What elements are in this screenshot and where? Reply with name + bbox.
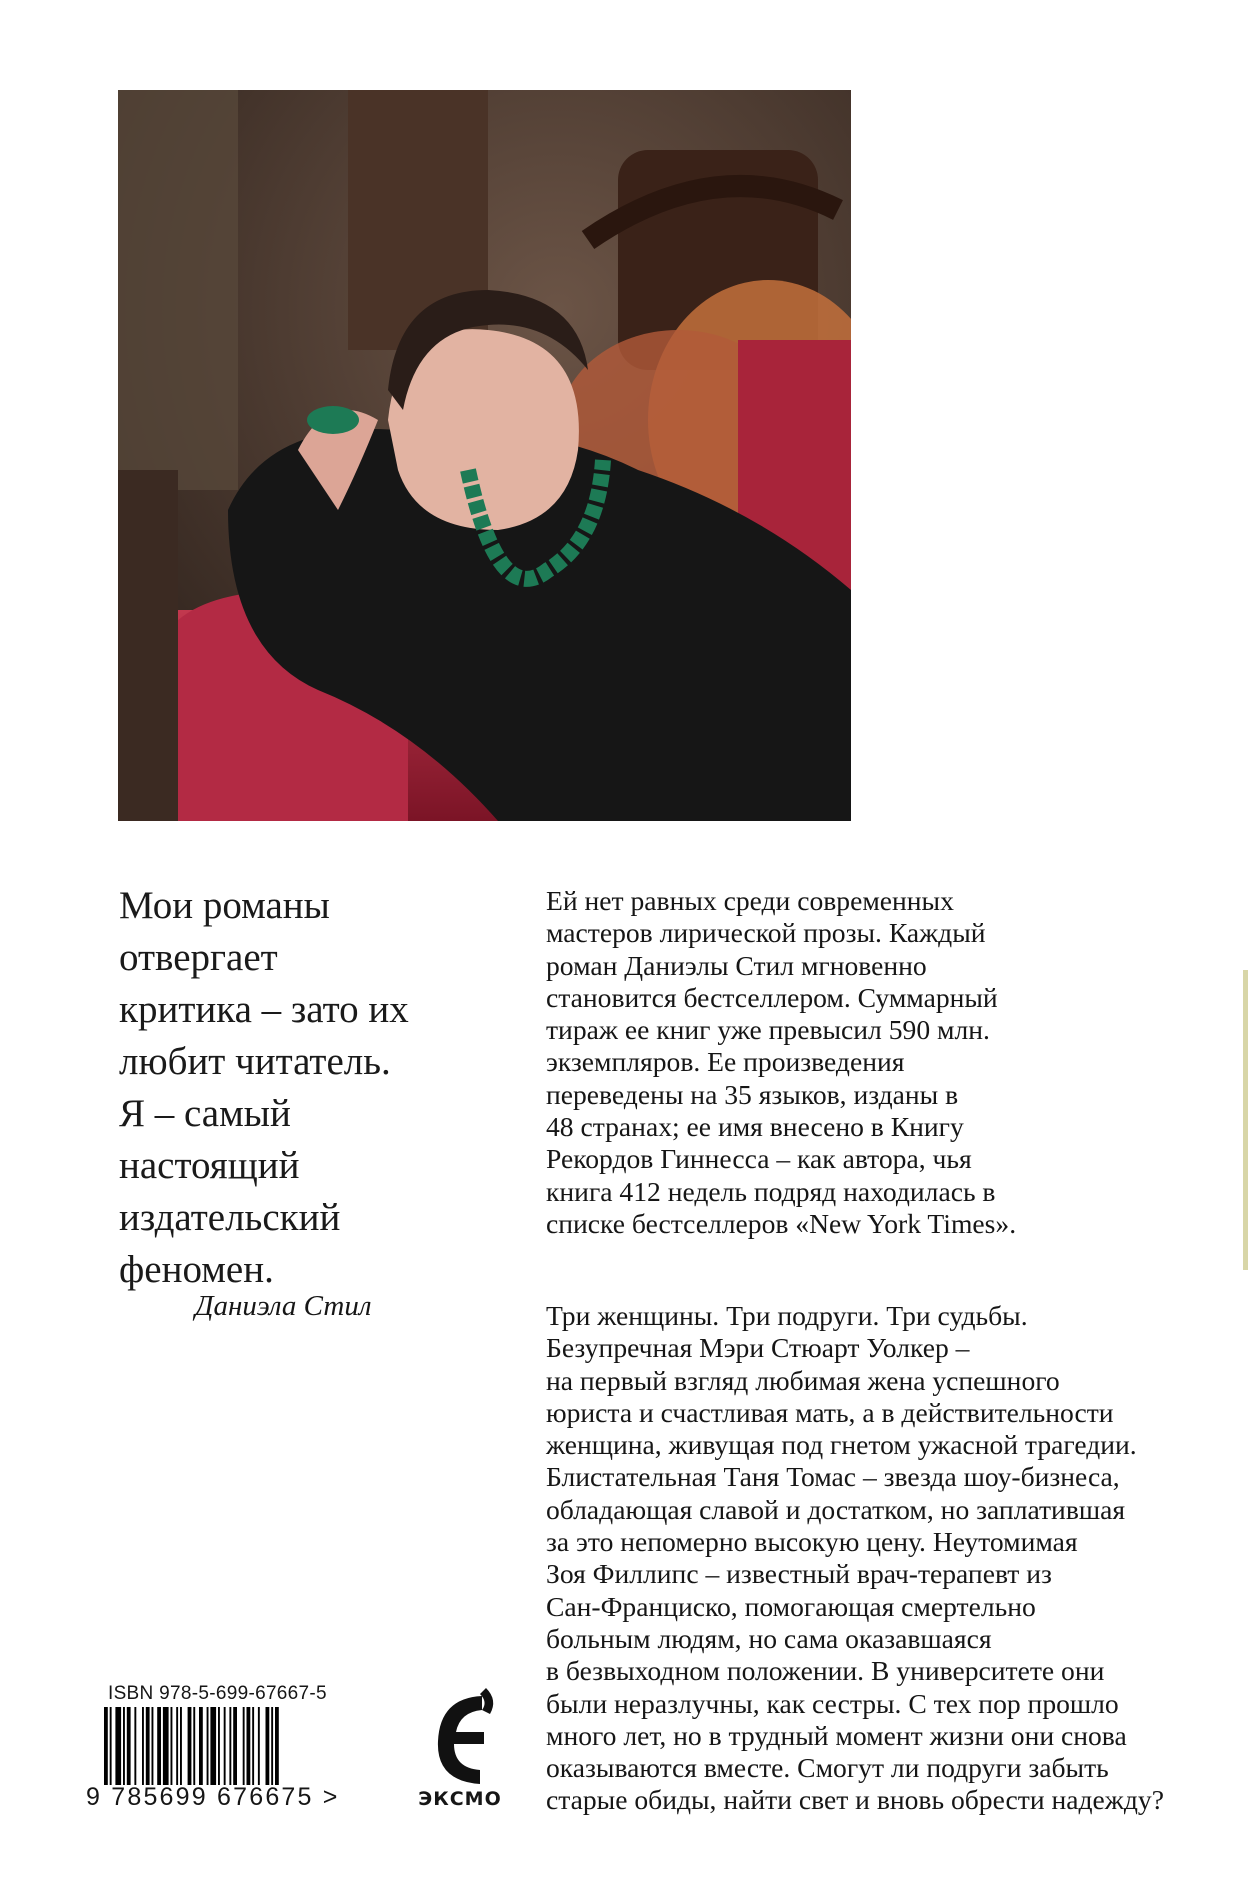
quote-text: Мои романы отвергает критика – зато их любит читатель. Я – самый настоящий издательский феномен. — [119, 884, 409, 1291]
cover-edge-strip — [1243, 970, 1248, 1270]
author-portrait-image — [118, 90, 851, 821]
isbn-label: ISBN 978-5-699-67667-5 — [108, 1683, 327, 1704]
isbn-barcode — [104, 1707, 336, 1785]
publisher-name: ЭКСМО — [418, 1788, 502, 1810]
barcode-digits: 9 785699 676675 > — [86, 1783, 340, 1811]
author-blurb: Ей нет равных среди современных мастеров лирической прозы. Каждый роман Даниэлы Стил мгновенно становится бестселлером. Суммарный тираж ее книг уже превысил 590 млн. экземпляров. Ее произведения переведены на 35 языков, изданы в 48 странах; ее имя внесено в Книгу Рекордов Гиннесса – как автора, чья книга 412 недель подряд находилась в списке бестселлеров «New York Times». — [546, 885, 1017, 1239]
book-synopsis: Три женщины. Три подруги. Три судьбы. Безупречная Мэри Стюарт Уолкер – на первый взгляд любимая жена успешного юриста и счастливая мать, а в действительности женщина, живущая под гнетом ужасной трагедии. Блистательная Таня Томас – звезда шоу-бизнеса, обладающая славой и достатком, но заплатившая за это непомерно высокую цену. Неутомимая Зоя Филлипс – известный врач-терапевт из Сан-Франциско, помогающая смертельно больным людям, но сама оказавшаяся в безвыходном положении. В университете они были неразлучны, как сестры. С тех пор прошло много лет, но в трудный момент жизни они снова оказываются вместе. Смогут ли подруги забыть старые обиды, найти свет и вновь обрести надежду? — [546, 1300, 1164, 1816]
quote-author: Даниэла Стил — [195, 1290, 372, 1322]
author-photo — [118, 90, 851, 821]
eksmo-logo-icon — [420, 1686, 500, 1796]
author-quote — [119, 880, 479, 1296]
